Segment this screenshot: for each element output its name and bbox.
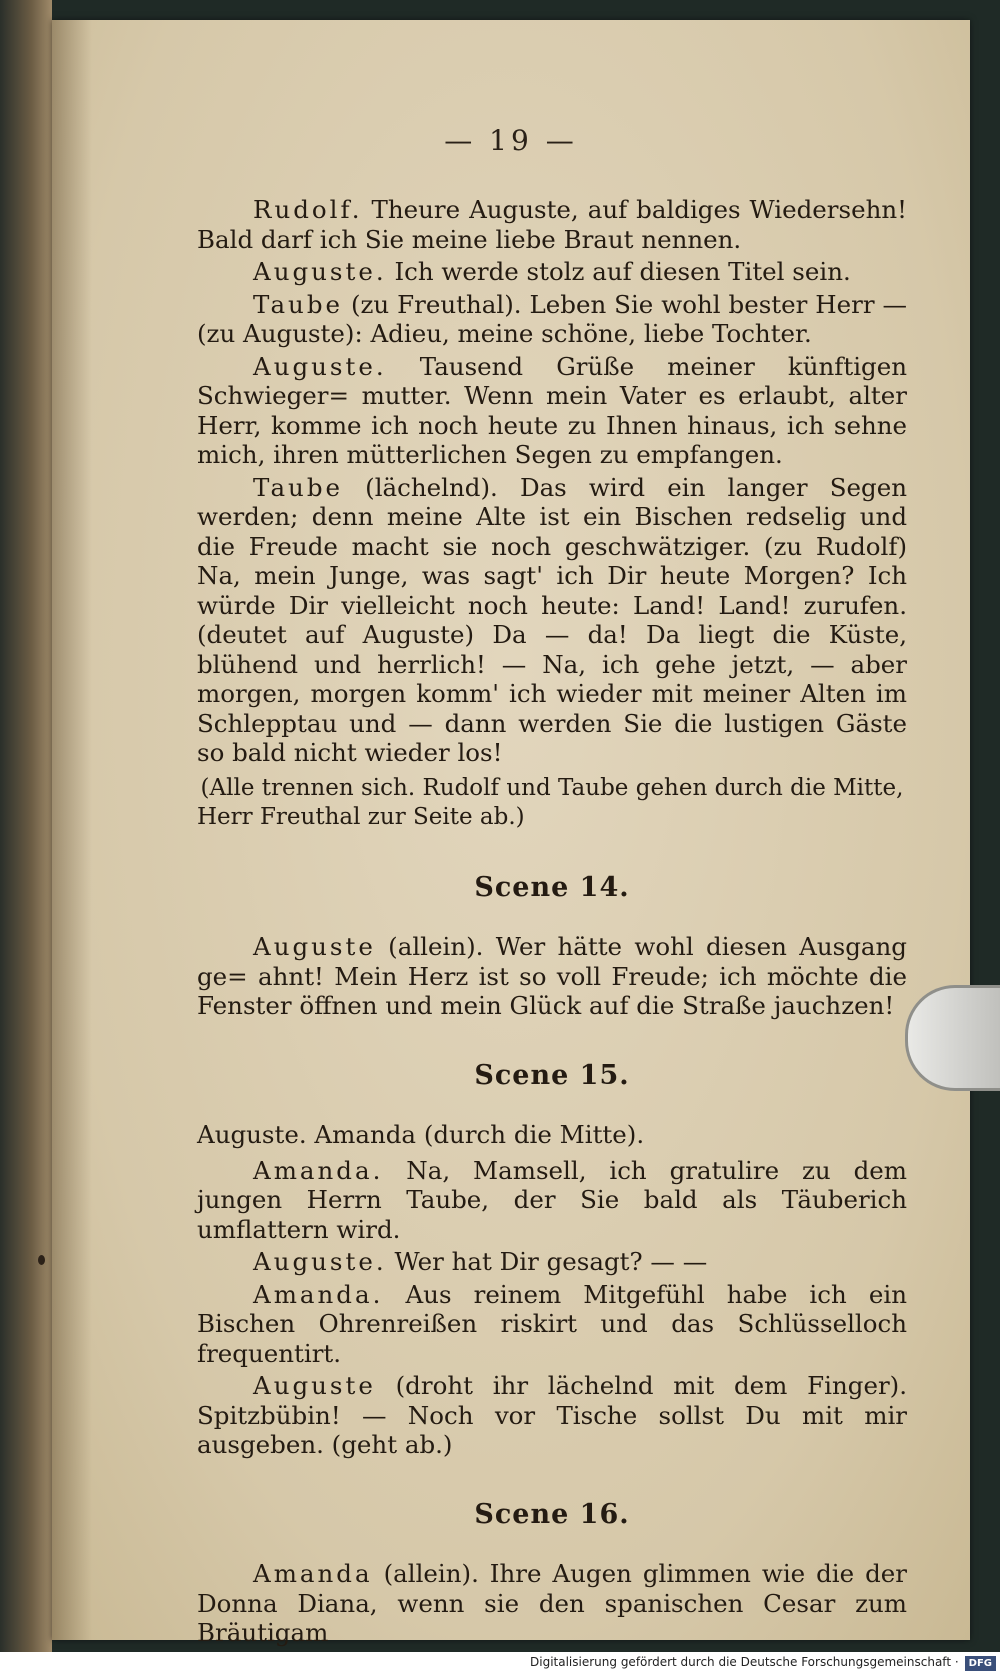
speaker-name: Amanda. <box>253 1155 384 1185</box>
speaker-name: Auguste. <box>253 351 387 381</box>
speaker-name: Taube <box>253 472 344 502</box>
dialogue-line <box>197 195 907 254</box>
dialogue-text: Aus reinem Mitgefühl habe ich ein Bischen Ohrenreißen riskirt und das Schlüsselloch frequentirt. <box>197 1279 907 1368</box>
footer-text: Digitalisierung gefördert durch die Deutsche Forschungsgemeinschaft · <box>530 1655 959 1669</box>
speaker-name: Amanda. <box>253 1279 384 1309</box>
dialogue-line <box>197 1247 907 1277</box>
page-number: — 19 — <box>444 124 578 157</box>
speaker-name: Rudolf. <box>253 195 363 224</box>
dfg-logo: DFG <box>965 1656 996 1671</box>
dialogue-text: (allein). Ihre Augen glimmen wie die der Donna Diana, wenn sie den spanischen Cesar zum Bräutigam <box>197 1559 907 1647</box>
dialogue-line <box>197 1156 907 1245</box>
scene-heading: Scene 16. <box>474 1498 630 1530</box>
speaker-name: Auguste <box>253 932 376 961</box>
dialogue-line <box>197 1371 907 1460</box>
speaker-name: Auguste. <box>253 1247 387 1276</box>
speaker-name: Auguste <box>253 1371 376 1400</box>
dialogue-line <box>197 932 907 1021</box>
page-clip-tab <box>905 985 1000 1091</box>
digitization-footer <box>0 1652 1000 1673</box>
stage-direction: (Alle trennen sich. Rudolf und Taube gehen durch die Mitte, Herr Freuthal zur Seite ab.) <box>197 774 904 830</box>
scene-heading: Scene 15. <box>474 1059 630 1091</box>
dialogue-line <box>197 352 907 470</box>
dialogue-text: (allein). Wer hätte wohl diesen Ausgang ge= ahnt! Mein Herz ist so voll Freude; ich möchte die Fenster öffnen und mein Glück auf die Straße jauchzen! <box>197 932 907 1020</box>
spine-shadow <box>52 20 92 1640</box>
dialogue-text: (droht ihr lächelnd mit dem Finger). Spitzbübin! — Noch vor Tische sollst Du mit mir ausgeben. (geht ab.) <box>197 1371 907 1459</box>
dialogue-line <box>197 1280 907 1369</box>
dialogue-text: Wer hat Dir gesagt? — — <box>394 1247 708 1276</box>
dialogue-text: Na, Mamsell, ich gratulire zu dem jungen Herrn Taube, der Sie bald als Täuberich umflattern wird. <box>197 1155 907 1244</box>
speaker-name: Auguste. <box>253 257 387 286</box>
dialogue-line <box>197 473 907 768</box>
page-text <box>197 195 907 1651</box>
ink-spot <box>38 1255 45 1265</box>
book-left-edge <box>0 0 52 1652</box>
speaker-name: Amanda <box>253 1559 373 1588</box>
dialogue-text: Theure Auguste, auf baldiges Wiedersehn! Bald darf ich Sie meine liebe Braut nennen. <box>197 195 907 254</box>
scene-cast: Auguste. Amanda (durch die Mitte). <box>197 1120 645 1149</box>
dialogue-text: Ich werde stolz auf diesen Titel sein. <box>394 257 851 286</box>
dialogue-line <box>197 290 907 349</box>
dialogue-text: Tausend Grüße meiner künftigen Schwieger= mutter. Wenn mein Vater es erlaubt, alter Herr, komme ich noch heute zu Ihnen hinaus, ich sehne mich, ihren mütterlichen Segen zu empfangen. <box>197 351 907 469</box>
dialogue-text: (zu Freuthal). Leben Sie wohl bester Herr — (zu Auguste): Adieu, meine schöne, liebe Tochter. <box>197 289 907 348</box>
dialogue-line <box>197 257 907 287</box>
book-page <box>52 20 970 1647</box>
scene-heading: Scene 14. <box>474 871 630 903</box>
dialogue-line <box>197 1559 907 1648</box>
speaker-name: Taube <box>253 289 344 319</box>
dialogue-text: (lächelnd). Das wird ein langer Segen werden; denn meine Alte ist ein Bischen redselig und die Freude macht sie noch geschwätziger. (zu Rudolf) Na, mein Junge, was sagt' ich Dir heute Morgen? Ich würde Dir vielleicht noch heute: Land! Land! zurufen. (deutet auf Auguste) Da — da! Da liegt die Küste, blühend und herrlich! — Na, ich gehe jetzt, — aber morgen, morgen komm' ich wieder mit meiner Alten im Schlepptau und — dann werden Sie die lustigen Gäste so bald nicht wieder los! <box>197 472 907 767</box>
